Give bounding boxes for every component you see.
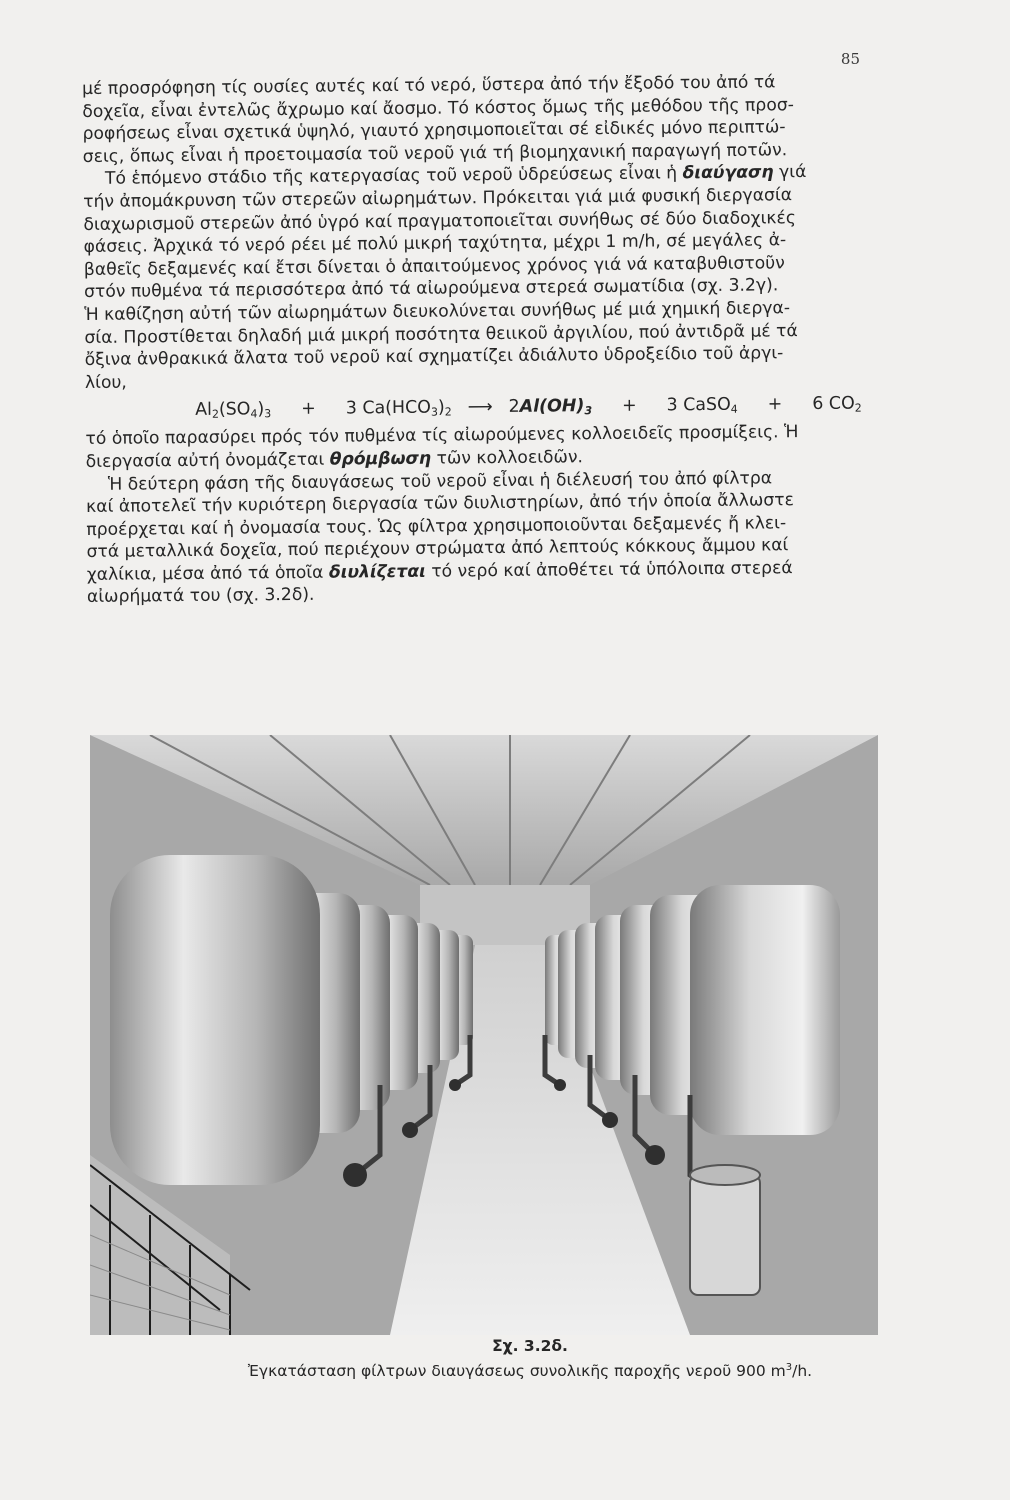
- text-fragment: Τό ἑπόμενο στάδιο τῆς κατεργασίας τοῦ νεροῦ ὑδρεύσεως εἶναι ἡ: [104, 163, 683, 190]
- eq-sub: 2: [854, 401, 862, 415]
- eq-term: ): [437, 397, 445, 418]
- filter-plant-photo: [90, 735, 878, 1335]
- text-line: αἰωρήματά του (σχ. 3.2δ).: [86, 585, 315, 608]
- term-coagulation: θρόμβωση: [329, 448, 432, 470]
- figure-caption: [200, 1336, 860, 1382]
- eq-sub: 4: [730, 403, 738, 417]
- text-fragment: /h.: [792, 1362, 813, 1381]
- eq-arrow: ⟶: [467, 397, 493, 418]
- page-number: 85: [840, 50, 860, 68]
- eq-sub: 3: [430, 405, 439, 419]
- text-line: φάσεις. Ἀρχικά τό νερό ρέει μέ πολύ μικρή ταχύτητα, μέχρι 1 m/h, σέ μεγάλες ἀ-: [83, 230, 787, 258]
- eq-term: 6 CO: [812, 393, 855, 415]
- text-fragment: Ἐγκατάσταση φίλτρων διαυγάσεως συνολικῆς παροχῆς νεροῦ 900 m: [247, 1362, 786, 1381]
- figure-label: Σχ. 3.2δ.: [492, 1337, 568, 1355]
- text-line: τό ὁποῖο παρασύρει πρός τόν πυθμένα τίς αἰωρούμενες κολλοειδεῖς προσμίξεις. Ἡ: [85, 422, 799, 450]
- text-line: σία. Προστίθεται δηλαδή μιά μικρή ποσότητα θειικοῦ ἀργιλίου, πού ἀντιδρᾶ μέ τά: [84, 320, 798, 348]
- text-line: Ἡ δεύτερη φάση τῆς διαυγάσεως τοῦ νεροῦ εἶναι ἡ διέλευσή του ἀπό φίλτρα: [107, 467, 773, 495]
- text-fragment: τό νερό καί ἀποθέτει τά ὑπόλοιπα στερεά: [425, 558, 793, 582]
- text-line: βαθεῖς δεξαμενές καί ἔτσι δίνεται ὁ ἀπαιτούμενος χρόνος γιά νά καταβυθιστοῦν: [83, 253, 785, 280]
- figure-caption-text: [200, 1357, 860, 1382]
- text-line: καί ἀποτελεῖ τήν κυριότερη διεργασία τῶν διυλιστηρίων, ἀπό τήν ὁποία ἄλλωστε: [86, 490, 794, 518]
- text-fragment: διεργασία αὐτή ὀνομάζεται: [85, 449, 330, 472]
- eq-term: (SO: [218, 399, 251, 421]
- text-line: ροφήσεως εἶναι σχετικά ὑψηλό, γιαυτό χρησιμοποιεῖται σέ εἰδικές μόνο περιπτώ-: [82, 117, 786, 145]
- text-line: μέ προσρόφηση τίς ουσίες αυτές καί τό νερό, ὕστερα ἀπό τήν ἔξοδό του ἀπό τά: [82, 72, 776, 99]
- eq-sub: 3: [584, 404, 593, 418]
- text-line: τήν ἀπομάκρυνση τῶν στερεῶν αἰωρημάτων. Πρόκειται γιά μιά φυσική διεργασία: [83, 185, 793, 212]
- eq-sub: 2: [211, 408, 220, 422]
- eq-sub: 4: [250, 407, 258, 421]
- text-line: σεις, ὅπως εἶναι ἡ προετοιμασία τοῦ νεροῦ γιά τή βιομηχανική παραγωγή ποτῶν.: [82, 140, 788, 167]
- eq-plus: +: [767, 394, 783, 415]
- eq-sub: 3: [264, 407, 272, 421]
- body-text: [82, 70, 877, 609]
- eq-term: Al: [195, 400, 213, 421]
- eq-term: 3 Ca(HCO: [345, 397, 431, 419]
- eq-term: Al(OH): [519, 396, 585, 418]
- text-line: στά μεταλλικά δοχεῖα, πού περιέχουν στρώματα ἀπό λεπτούς κόκκους ἄμμου καί: [86, 535, 789, 563]
- eq-plus: +: [301, 399, 316, 420]
- text-line: δοχεῖα, εἶναι ἐντελῶς ἄχρωμο καί ἄοσμο. Τό κόστος ὅμως τῆς μεθόδου τῆς προσ-: [82, 94, 794, 122]
- text-fragment: γιά: [773, 162, 807, 183]
- eq-plus: +: [621, 396, 637, 417]
- eq-term: 3 CaSO: [666, 395, 731, 416]
- text-fragment: τῶν κολλοειδῶν.: [431, 447, 584, 469]
- text-line: διαχωρισμοῦ στερεῶν ἀπό ὑγρό καί πραγματοποιεῖται συνήθως σέ δύο διαδοχικές: [83, 207, 796, 235]
- text-line: στόν πυθμένα τά περισσότερα ἀπό τά αἰωρούμενα στερεά σωματίδια (σχ. 3.2γ).: [83, 275, 779, 303]
- eq-term: 2: [508, 397, 520, 418]
- text-fragment: χαλίκια, μέσα ἀπό τά ὁποῖα: [86, 562, 330, 585]
- text-line: ὄξινα ἀνθρακικά ἄλατα τοῦ νεροῦ καί σχηματίζει ἀδιάλυτο ὑδροξείδιο τοῦ ἀργι-: [84, 343, 784, 371]
- unit-superscript: 3: [785, 1362, 793, 1373]
- term-filtered: διυλίζεται: [328, 561, 426, 583]
- eq-sub: 2: [444, 405, 452, 419]
- text-line: προέρχεται καί ἡ ὀνομασία τους. Ὡς φίλτρα χρησιμοποιοῦνται δεξαμενές ἤ κλει-: [86, 512, 787, 540]
- text-line: λίου,: [84, 372, 127, 393]
- eq-term: ): [257, 399, 265, 420]
- text-line: Ἡ καθίζηση αὐτή τῶν αἰωρημάτων διευκολύνεται συνήθως μέ μιά χημική διεργα-: [84, 298, 791, 325]
- term-clarification: διαύγαση: [682, 162, 774, 184]
